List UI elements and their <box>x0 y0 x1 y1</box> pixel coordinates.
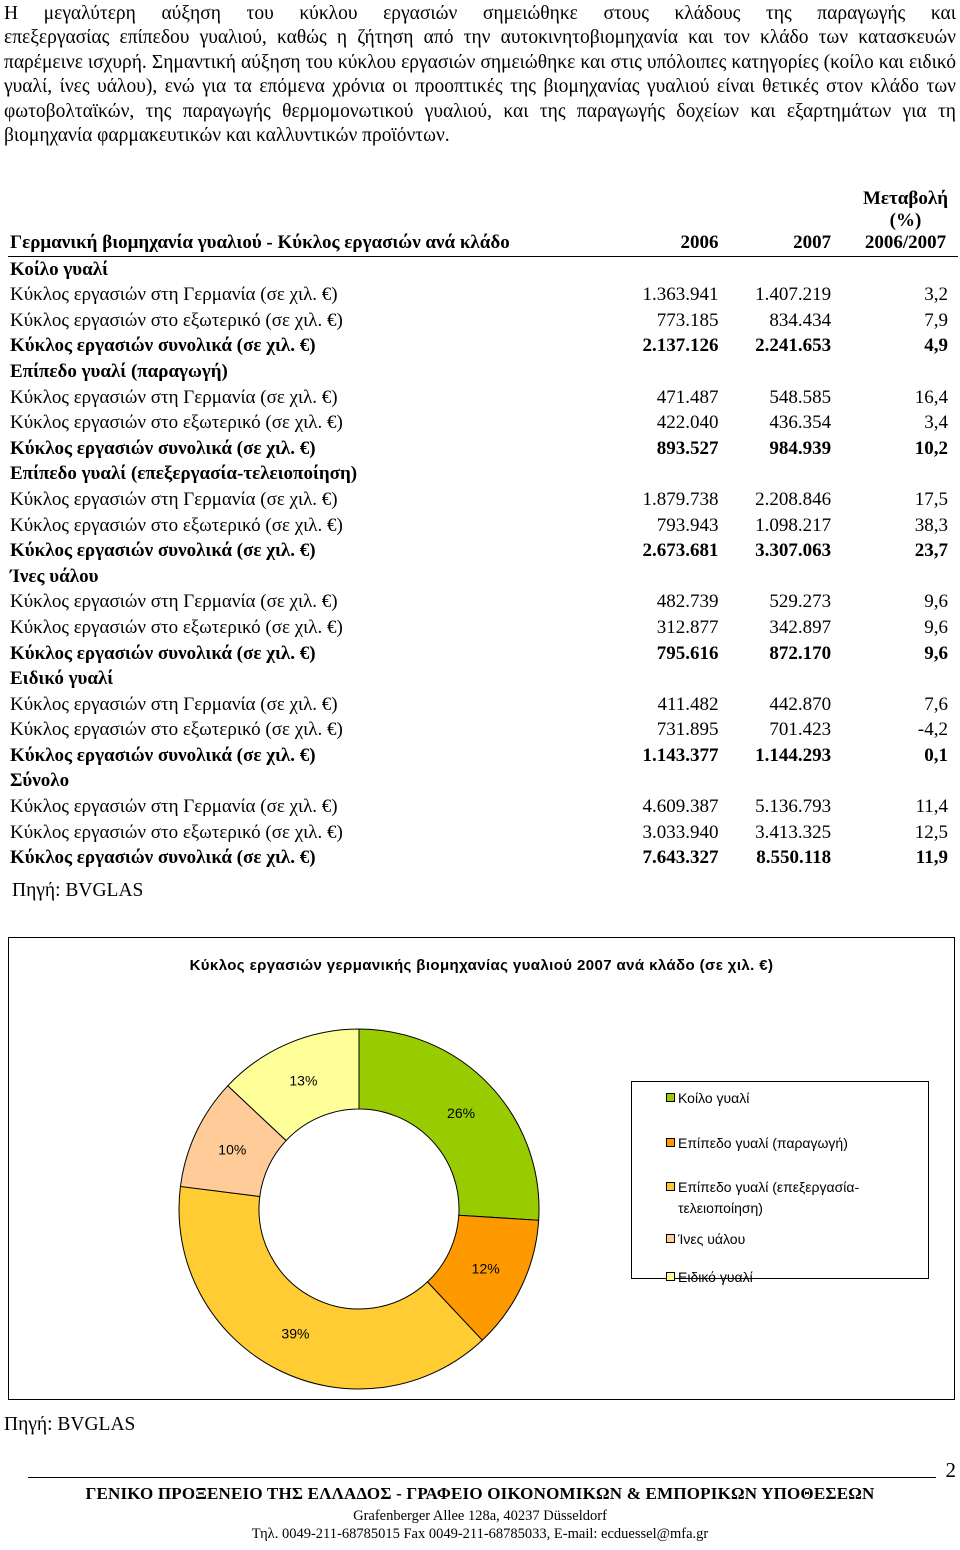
row-label: Κύκλος εργασιών στη Γερμανία (σε χιλ. €) <box>10 796 338 818</box>
table-row <box>8 589 958 615</box>
cell-2007: 701.423 <box>769 719 832 741</box>
col-header-2007: 2007 <box>721 188 834 256</box>
section-name: Ειδικό γυαλί <box>10 668 114 690</box>
pie-slice-label: 12% <box>471 1260 500 1277</box>
cell-2007: 2.241.653 <box>755 335 832 357</box>
col-header-change-line3: 2006/2007 <box>864 232 947 253</box>
cell-2006: 471.487 <box>656 386 719 408</box>
cell-2006: 731.895 <box>656 719 719 741</box>
section-row <box>8 359 958 385</box>
cell-2006: 1.879.738 <box>642 488 719 510</box>
cell-2006: 2.137.126 <box>642 335 719 357</box>
legend-label: Ίνες υάλου <box>678 1231 746 1247</box>
table-row <box>8 385 958 411</box>
cell-2006: 422.040 <box>656 412 719 434</box>
table-source: Πηγή: BVGLAS <box>12 880 144 901</box>
cell-change: 12,5 <box>914 821 948 843</box>
legend-swatch <box>666 1272 675 1281</box>
table-title: Γερμανική βιομηχανία γυαλιού - Κύκλος εργασιών ανά κλάδο <box>8 188 598 256</box>
intro-rest: επεξεργασίας επίπεδου γυαλιού, καθώς η ζήτηση από την αυτοκινητοβιομηχανία και τον κλάδο των κατασκευών παρέμεινε ισχυρή. Σημαντική αύξηση του κύκλου εργασιών σημειώθηκε και στις υπόλοιπες κατηγορίες (κοίλο και ειδικό γυαλί, ίνες υάλου), ενώ για τα επόμενα χρόνια οι προοπτικές της βιομηχανίας γυαλιού είναι θετικές στον κλάδο των φωτοβολταϊκών, της παραγωγής θερμομονωτικού γυαλιού, και της παραγωγής δοχείων και εξαρτημάτων για τη βιομηχανία φαρμακευτικών και καλλυντικών προϊόντων. <box>4 27 956 147</box>
section-name: Επίπεδο γυαλί (επεξεργασία-τελειοποίηση) <box>10 463 358 485</box>
row-label: Κύκλος εργασιών στο εξωτερικό (σε χιλ. €) <box>10 821 343 843</box>
row-label: Κύκλος εργασιών συνολικά (σε χιλ. €) <box>10 744 316 766</box>
cell-change: 9,6 <box>924 591 948 613</box>
row-label: Κύκλος εργασιών συνολικά (σε χιλ. €) <box>10 437 316 459</box>
row-label: Κύκλος εργασιών στη Γερμανία (σε χιλ. €) <box>10 386 338 408</box>
table-row <box>8 487 958 513</box>
row-label: Κύκλος εργασιών στο εξωτερικό (σε χιλ. €) <box>10 719 343 741</box>
cell-2006: 4.609.387 <box>642 796 719 818</box>
pie-slice-label: 26% <box>447 1105 476 1122</box>
cell-change: 7,6 <box>924 693 948 715</box>
table-row <box>8 410 958 436</box>
section-row <box>8 768 958 794</box>
cell-2007: 548.585 <box>769 386 832 408</box>
legend-swatch <box>666 1182 675 1191</box>
col-header-change-line2: (%) <box>889 210 922 231</box>
legend-swatch <box>666 1093 675 1102</box>
table-row <box>8 333 958 359</box>
row-label: Κύκλος εργασιών στο εξωτερικό (σε χιλ. €) <box>10 616 343 638</box>
row-label: Κύκλος εργασιών συνολικά (σε χιλ. €) <box>10 642 316 664</box>
chart-source: Πηγή: BVGLAS <box>4 1414 136 1435</box>
table-row <box>8 717 958 743</box>
row-label: Κύκλος εργασιών στο εξωτερικό (σε χιλ. €) <box>10 412 343 434</box>
cell-2007: 984.939 <box>769 437 832 459</box>
section-row <box>8 564 958 590</box>
table-row <box>8 513 958 539</box>
cell-2007: 834.434 <box>769 309 832 331</box>
cell-2006: 2.673.681 <box>642 540 719 562</box>
cell-2007: 5.136.793 <box>755 796 832 818</box>
legend-item <box>678 1177 859 1219</box>
legend-item <box>678 1088 749 1109</box>
col-header-change-line1: Μεταβολή <box>862 188 948 209</box>
cell-2007: 342.897 <box>769 616 832 638</box>
table-row <box>8 436 958 462</box>
legend-label: Ειδικό γυαλί <box>678 1269 753 1285</box>
cell-change: 9,6 <box>924 642 948 664</box>
row-label: Κύκλος εργασιών συνολικά (σε χιλ. €) <box>10 540 316 562</box>
cell-2007: 2.208.846 <box>755 488 832 510</box>
cell-2006: 7.643.327 <box>642 847 719 869</box>
intro-first-line: Η μεγαλύτερη αύξηση του κύκλου εργασιών σημειώθηκε στους κλάδους της παραγωγής και <box>4 3 956 24</box>
table-row <box>8 538 958 564</box>
section-row <box>8 256 958 282</box>
cell-2006: 773.185 <box>656 309 719 331</box>
row-label: Κύκλος εργασιών στη Γερμανία (σε χιλ. €) <box>10 488 338 510</box>
footer-contact: Τηλ. 0049-211-68785015 Fax 0049-211-68785033, E-mail: ecduessel@mfa.gr <box>251 1526 709 1542</box>
section-name: Επίπεδο γυαλί (παραγωγή) <box>10 360 228 382</box>
row-label: Κύκλος εργασιών στο εξωτερικό (σε χιλ. €) <box>10 514 343 536</box>
pie-slice-label: 10% <box>218 1141 247 1158</box>
legend-label: τελειοποίηση) <box>678 1200 763 1216</box>
cell-2006: 1.143.377 <box>642 744 719 766</box>
section-name: Σύνολο <box>10 770 70 792</box>
section-name: Ίνες υάλου <box>10 565 99 587</box>
cell-2007: 872.170 <box>769 642 832 664</box>
cell-2007: 3.307.063 <box>755 540 832 562</box>
cell-change: 17,5 <box>914 488 948 510</box>
row-label: Κύκλος εργασιών στη Γερμανία (σε χιλ. €) <box>10 591 338 613</box>
row-label: Κύκλος εργασιών συνολικά (σε χιλ. €) <box>10 335 316 357</box>
cell-change: 23,7 <box>914 540 948 562</box>
cell-change: 7,9 <box>924 309 948 331</box>
legend-label: Επίπεδο γυαλί (επεξεργασία- <box>678 1179 860 1195</box>
cell-2007: 442.870 <box>769 693 832 715</box>
cell-2007: 1.098.217 <box>755 514 832 536</box>
pie-slice-label: 39% <box>281 1325 310 1342</box>
table-row <box>8 820 958 846</box>
table-header-row <box>8 188 958 256</box>
chart-legend <box>631 1081 929 1285</box>
cell-2006: 793.943 <box>656 514 719 536</box>
table-row <box>8 282 958 308</box>
cell-2006: 482.739 <box>656 591 719 613</box>
table-row <box>8 615 958 641</box>
cell-2006: 3.033.940 <box>642 821 719 843</box>
pie-slice <box>359 1029 539 1220</box>
cell-change: 38,3 <box>914 514 948 536</box>
cell-change: 16,4 <box>914 386 948 408</box>
page-number: 2 <box>945 1458 956 1482</box>
legend-label: Επίπεδο γυαλί (παραγωγή) <box>678 1135 848 1151</box>
cell-2007: 1.407.219 <box>755 284 832 306</box>
legend-swatch <box>666 1138 675 1147</box>
cell-change: 0,1 <box>924 744 948 766</box>
pie-chart-box <box>8 937 955 1400</box>
cell-change: 9,6 <box>924 616 948 638</box>
section-row <box>8 461 958 487</box>
row-label: Κύκλος εργασιών στη Γερμανία (σε χιλ. €) <box>10 693 338 715</box>
footer-organization: ΓΕΝΙΚΟ ΠΡΟΞΕΝΕΙΟ ΤΗΣ ΕΛΛΑΔΟΣ - ΓΡΑΦΕΙΟ ΟΙΚΟΝΟΜΙΚΩΝ & ΕΜΠΟΡΙΚΩΝ ΥΠΟΘΕΣΕΩΝ <box>85 1484 875 1503</box>
col-header-2006: 2006 <box>598 188 720 256</box>
cell-2007: 529.273 <box>769 591 832 613</box>
legend-item <box>678 1133 848 1154</box>
section-name: Κοίλο γυαλί <box>10 258 108 280</box>
cell-2007: 8.550.118 <box>756 847 832 869</box>
cell-2006: 411.482 <box>657 693 719 715</box>
table-row <box>8 308 958 334</box>
cell-2007: 3.413.325 <box>755 821 832 843</box>
turnover-table <box>8 188 958 871</box>
legend-label: Κοίλο γυαλί <box>678 1090 750 1106</box>
pie-slice-label: 13% <box>289 1072 318 1089</box>
table-row <box>8 641 958 667</box>
cell-change: -4,2 <box>917 719 948 741</box>
table-body <box>8 256 958 871</box>
table-row <box>8 794 958 820</box>
section-row <box>8 666 958 692</box>
footer-divider <box>28 1477 936 1478</box>
cell-change: 4,9 <box>924 335 948 357</box>
chart-title: Κύκλος εργασιών γερμανικής βιομηχανίας γυαλιού 2007 ανά κλάδο (σε χιλ. €) <box>189 957 774 974</box>
legend-item <box>678 1229 745 1250</box>
legend-swatch <box>666 1234 675 1243</box>
legend-item <box>678 1267 753 1288</box>
cell-change: 3,2 <box>924 284 948 306</box>
intro-paragraph <box>4 2 956 148</box>
cell-2006: 795.616 <box>656 642 719 664</box>
table-row <box>8 743 958 769</box>
cell-2007: 1.144.293 <box>755 744 832 766</box>
cell-change: 11,9 <box>915 847 948 869</box>
cell-change: 10,2 <box>914 437 948 459</box>
cell-change: 11,4 <box>915 796 948 818</box>
table-row <box>8 845 958 871</box>
cell-2006: 312.877 <box>656 616 719 638</box>
footer-address: Grafenberger Allee 128a, 40237 Düsseldorf <box>353 1508 607 1524</box>
col-header-change <box>833 188 958 256</box>
cell-2006: 1.363.941 <box>642 284 719 306</box>
cell-change: 3,4 <box>924 412 948 434</box>
cell-2007: 436.354 <box>769 412 832 434</box>
row-label: Κύκλος εργασιών στη Γερμανία (σε χιλ. €) <box>10 284 338 306</box>
cell-2006: 893.527 <box>656 437 719 459</box>
row-label: Κύκλος εργασιών στο εξωτερικό (σε χιλ. €) <box>10 309 343 331</box>
row-label: Κύκλος εργασιών συνολικά (σε χιλ. €) <box>10 847 316 869</box>
table-row <box>8 692 958 718</box>
